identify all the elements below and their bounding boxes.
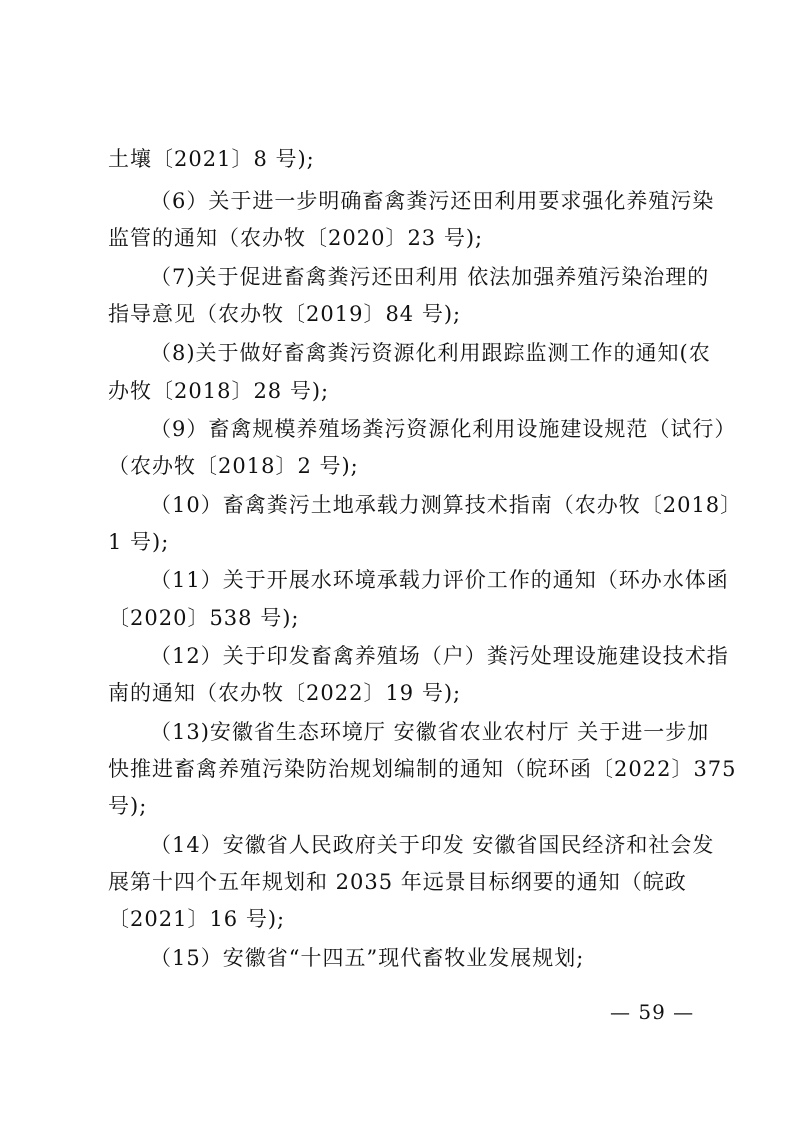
text-line-18: 号); (108, 794, 148, 818)
text-line-12: （11）关于开展水环境承载力评价工作的通知（环办水体函 (150, 568, 729, 592)
text-line-20: 展第十四个五年规划和 2035 年远景目标纲要的通知（皖政 (108, 870, 687, 894)
text-line-13: 〔2020〕538 号); (108, 606, 300, 630)
text-line-9: （农办牧〔2018〕2 号); (108, 454, 359, 478)
text-line-11: 1 号); (108, 530, 170, 554)
text-line-7: 办牧〔2018〕28 号); (108, 379, 330, 403)
text-line-22: （15）安徽省“十四五”现代畜牧业发展规划; (150, 946, 585, 970)
text-line-4: （7)关于促进畜禽粪污还田利用 依法加强养殖污染治理的 (150, 265, 710, 289)
text-line-5: 指导意见（农办牧〔2019〕84 号); (108, 302, 462, 326)
text-line-8: （9）畜禽规模养殖场粪污资源化利用设施建设规范（试行） (150, 417, 737, 441)
text-line-1: 土壤〔2021〕8 号); (108, 147, 315, 171)
text-line-15: 南的通知（农办牧〔2022〕19 号); (108, 681, 462, 705)
text-line-2: （6）关于进一步明确畜禽粪污还田利用要求强化养殖污染 (150, 189, 715, 213)
text-line-21: 〔2021〕16 号); (108, 907, 286, 931)
text-line-17: 快推进畜禽养殖污染防治规划编制的通知（皖环函〔2022〕375 (108, 757, 737, 781)
page-number: — 59 — (610, 1000, 695, 1024)
text-line-19: （14）安徽省人民政府关于印发 安徽省国民经济和社会发 (150, 833, 715, 857)
text-line-3: 监管的通知（农办牧〔2020〕23 号); (108, 226, 484, 250)
text-line-10: （10）畜禽粪污土地承载力测算技术指南（农办牧〔2018〕 (150, 493, 743, 517)
text-line-14: （12）关于印发畜禽养殖场（户）粪污处理设施建设技术指 (150, 644, 729, 668)
text-line-6: （8)关于做好畜禽粪污资源化利用跟踪监测工作的通知(农 (150, 341, 711, 365)
text-line-16: （13)安徽省生态环境厅 安徽省农业农村厅 关于进一步加 (150, 720, 710, 744)
